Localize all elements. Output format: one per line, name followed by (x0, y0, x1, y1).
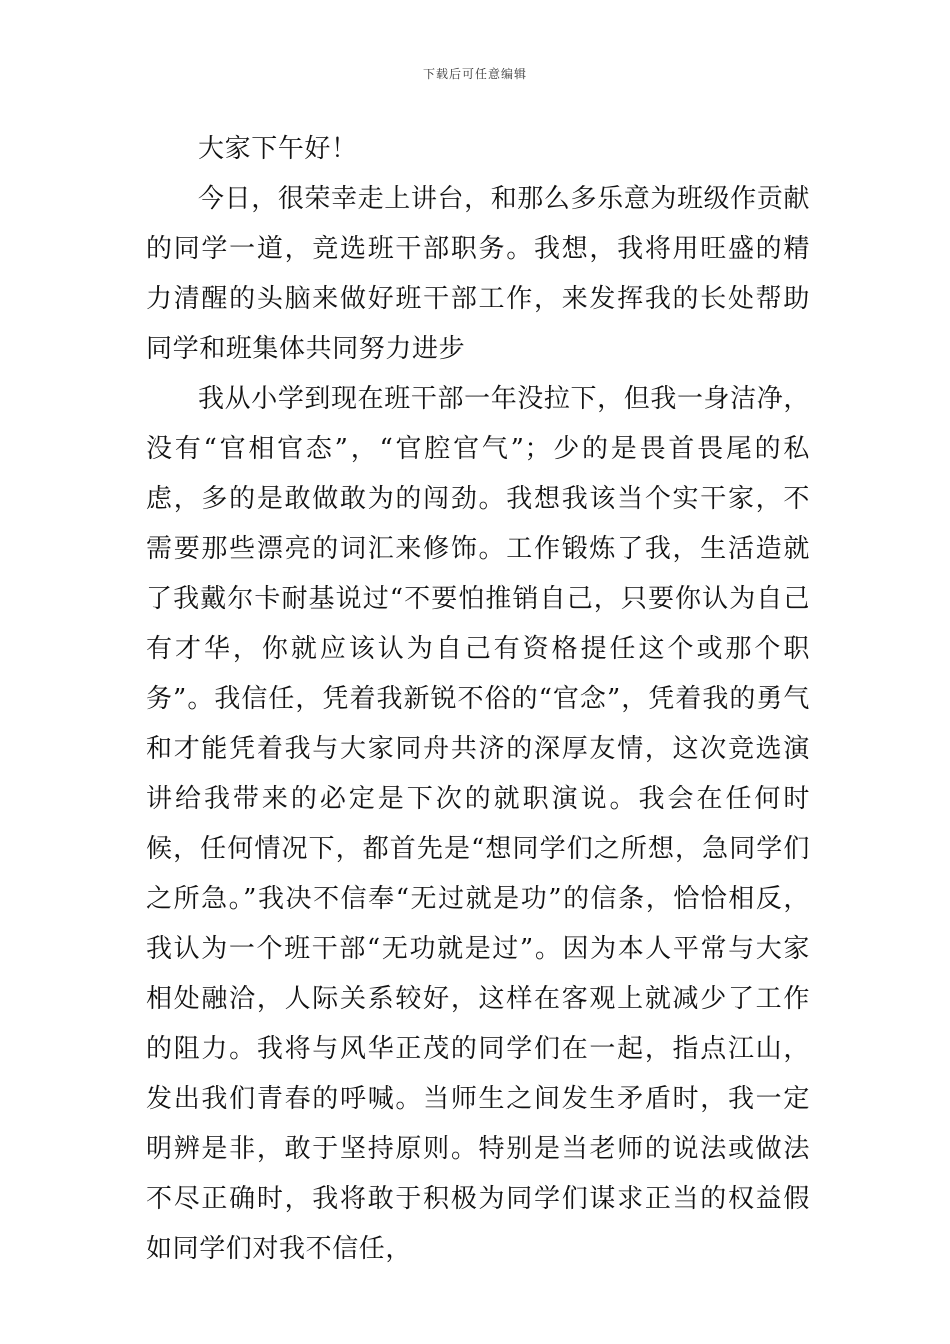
intro-paragraph: 今日，很荣幸走上讲台，和那么多乐意为班级作贡献的同学一道，竞选班干部职务。我想，我将用旺盛的精力清醒的头脑来做好班干部工作，来发挥我的长处帮助同学和班集体共同努力进步 (146, 184, 810, 364)
document-body (146, 124, 810, 1274)
greeting-paragraph: 大家下午好！ (198, 134, 358, 164)
page-header: 下载后可任意编辑 (422, 67, 527, 81)
main-paragraph: 我从小学到现在班干部一年没拉下，但我一身洁净，没有“官相官态”，“官腔官气”；少的是畏首畏尾的私虑，多的是敢做敢为的闯劲。我想我该当个实干家，不需要那些漂亮的词汇来修饰。工作锻炼了我，生活造就了我戴尔卡耐基说过“不要怕推销自己，只要你认为自己有才华，你就应该认为自己有资格提任这个或那个职务”。我信任，凭着我新锐不俗的“官念”，凭着我的勇气和才能凭着我与大家同舟共济的深厚友情，这次竞选演讲给我带来的必定是下次的就职演说。我会在任何时候，任何情况下，都首先是“想同学们之所想，急同学们之所急。”我决不信奉“无过就是功”的信条，恰恰相反，我认为一个班干部“无功就是过”。因为本人平常与大家相处融洽，人际关系较好，这样在客观上就减少了工作的阻力。我将与风华正茂的同学们在一起，指点江山，发出我们青春的呼喊。当师生之间发生矛盾时，我一定明辨是非，敢于坚持原则。特别是当老师的说法或做法不尽正确时，我将敢于积极为同学们谋求正当的权益假如同学们对我不信任， (146, 384, 810, 1264)
